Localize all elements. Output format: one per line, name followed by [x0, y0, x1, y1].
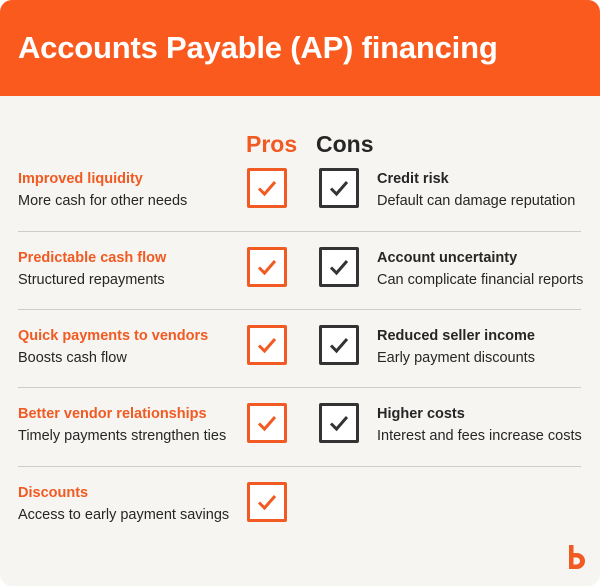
- row-divider: [18, 231, 581, 232]
- con-description: Interest and fees increase costs: [377, 428, 582, 444]
- checkmark-icon: [329, 336, 349, 354]
- pro-checkbox: [247, 403, 287, 443]
- con-title: Higher costs: [377, 406, 465, 422]
- header-banner: [0, 0, 600, 96]
- con-checkbox: [319, 247, 359, 287]
- pro-title: Quick payments to vendors: [18, 328, 209, 344]
- checkmark-icon: [257, 336, 277, 354]
- pros-column-heading: Pros: [246, 131, 298, 157]
- pro-checkbox: [247, 247, 287, 287]
- checkmark-icon: [257, 414, 277, 432]
- page-title: Accounts Payable (AP) financing: [18, 30, 498, 65]
- con-title: Credit risk: [377, 171, 449, 187]
- con-checkbox: [319, 325, 359, 365]
- con-description: Default can damage reputation: [377, 193, 576, 209]
- cons-column-heading: Cons: [316, 131, 374, 157]
- con-description: Early payment discounts: [377, 350, 535, 366]
- brand-logo-icon: [567, 545, 585, 569]
- pro-title: Improved liquidity: [18, 171, 143, 187]
- comparison-row: [0, 478, 600, 556]
- pro-description: Boosts cash flow: [18, 350, 127, 366]
- pro-checkbox: [247, 482, 287, 522]
- row-divider: [18, 466, 581, 467]
- pro-description: Structured repayments: [18, 272, 165, 288]
- con-description: Can complicate financial reports: [377, 272, 584, 288]
- pro-checkbox: [247, 325, 287, 365]
- row-divider: [18, 309, 581, 310]
- pro-title: Discounts: [18, 485, 89, 501]
- checkmark-icon: [257, 179, 277, 197]
- row-divider: [18, 387, 581, 388]
- con-checkbox: [319, 168, 359, 208]
- checkmark-icon: [329, 179, 349, 197]
- pro-title: Better vendor relationships: [18, 406, 207, 422]
- pro-title: Predictable cash flow: [18, 250, 167, 266]
- pro-description: Timely payments strengthen ties: [18, 428, 227, 444]
- pro-description: Access to early payment savings: [18, 507, 230, 523]
- checkmark-icon: [329, 414, 349, 432]
- con-title: Reduced seller income: [377, 328, 535, 344]
- checkmark-icon: [257, 493, 277, 511]
- pro-description: More cash for other needs: [18, 193, 188, 209]
- pro-checkbox: [247, 168, 287, 208]
- checkmark-icon: [257, 258, 277, 276]
- checkmark-icon: [329, 258, 349, 276]
- con-checkbox: [319, 403, 359, 443]
- con-title: Account uncertainty: [377, 250, 518, 266]
